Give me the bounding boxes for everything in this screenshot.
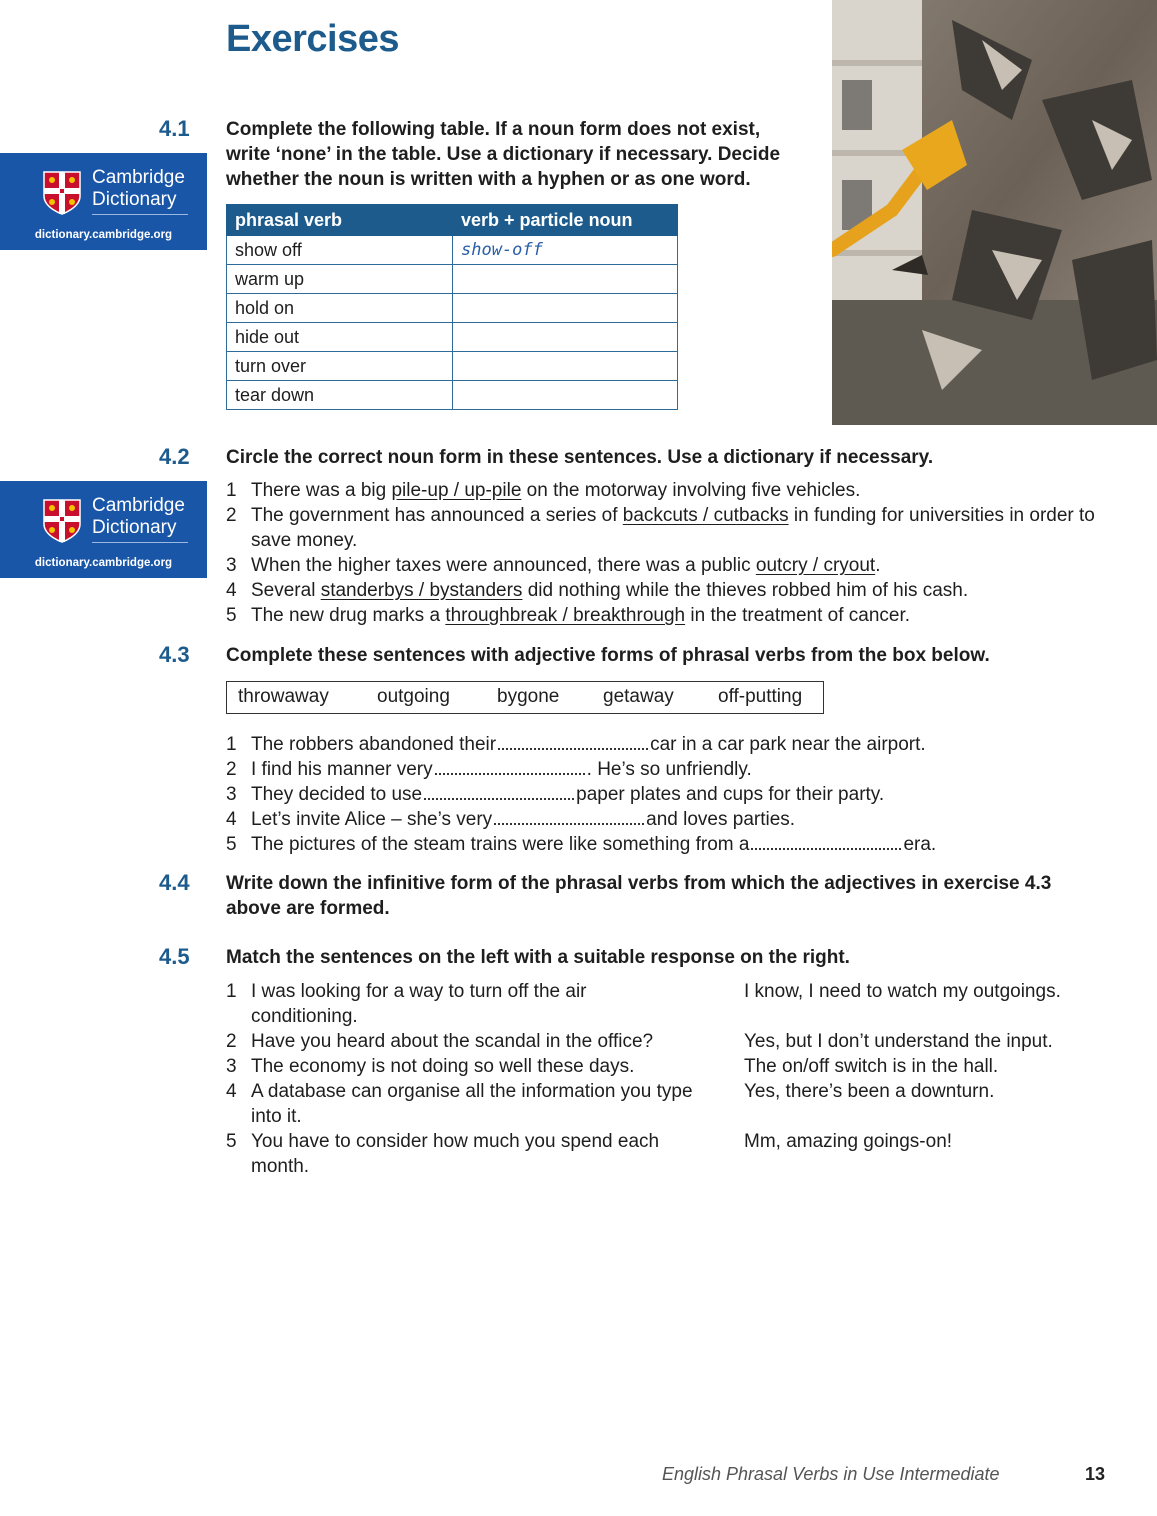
match-right-column: [744, 979, 1144, 1154]
table-header-noun: verb + particle noun: [453, 205, 678, 236]
badge-url: dictionary.cambridge.org: [34, 229, 173, 241]
response-item[interactable]: Mm, amazing goings-on!: [744, 1131, 953, 1152]
list-item[interactable]: 1 I was looking for a way to turn off the air conditioning.: [226, 981, 587, 1027]
table-header-phrasal-verb: phrasal verb: [227, 205, 453, 236]
list-item: 5 The new drug marks a throughbreak / breakthrough in the treatment of cancer.: [226, 605, 911, 626]
exercise-instruction-4-3: Complete these sentences with adjective forms of phrasal verbs from the box below.: [226, 645, 990, 666]
table-cell-answer[interactable]: [453, 265, 678, 294]
list-item[interactable]: 5 You have to consider how much you spend each month.: [226, 1131, 660, 1177]
table-cell-answer[interactable]: [453, 381, 678, 410]
word-box-item: off-putting: [718, 686, 803, 707]
word-box-item: throwaway: [238, 686, 329, 707]
exercise-number-4-1: 4.1: [159, 116, 190, 141]
exercise-number-4-5: 4.5: [159, 944, 190, 969]
table-cell-verb: tear down: [227, 381, 453, 410]
cambridge-dictionary-badge[interactable]: [0, 153, 207, 250]
list-item[interactable]: 4 A database can organise all the information you type into it.: [226, 1081, 693, 1127]
table-row: [227, 352, 678, 381]
list-item: 2 The government has announced a series of backcuts / cutbacks in funding for universities in order to save money.: [226, 505, 1095, 551]
table-cell-verb: show off: [227, 236, 453, 265]
badge-name: Cambridge Dictionary: [92, 167, 185, 210]
badge-url: dictionary.cambridge.org: [34, 557, 173, 569]
answer-choice[interactable]: pile-up / up-pile: [391, 480, 522, 501]
response-item[interactable]: The on/off switch is in the hall.: [744, 1056, 999, 1077]
answer-blank[interactable]: [494, 809, 644, 825]
cambridge-crest-icon: [42, 170, 82, 216]
demolition-photo: [832, 0, 1157, 425]
badge-divider: [92, 542, 188, 543]
table-row: [227, 236, 678, 265]
badge-name: Cambridge Dictionary: [92, 495, 185, 538]
answer-blank[interactable]: [435, 759, 585, 775]
answer-choice[interactable]: outcry / cryout: [755, 555, 876, 576]
list-item: 4 Let’s invite Alice – she’s very and loves parties.: [226, 809, 796, 830]
answer-choice[interactable]: standerbys / bystanders: [320, 580, 523, 601]
word-box-item: getaway: [603, 686, 674, 707]
word-box: [226, 681, 824, 714]
exercise-number-4-3: 4.3: [159, 642, 190, 667]
table-cell-answer[interactable]: [453, 294, 678, 323]
exercise-number-4-2: 4.2: [159, 444, 190, 469]
answer-blank[interactable]: [498, 734, 648, 750]
list-item[interactable]: 3 The economy is not doing so well these days.: [226, 1056, 635, 1077]
table-cell-verb: hold on: [227, 294, 453, 323]
table-cell-answer[interactable]: [453, 323, 678, 352]
response-item[interactable]: I know, I need to watch my outgoings.: [744, 981, 1061, 1002]
phrasal-verb-table: [226, 204, 678, 410]
exercise-4-2-list: [226, 478, 1116, 628]
table-cell-verb: hide out: [227, 323, 453, 352]
word-box-item: outgoing: [377, 686, 450, 707]
table-cell-verb: warm up: [227, 265, 453, 294]
table-cell-answer[interactable]: [453, 352, 678, 381]
exercise-number-4-4: 4.4: [159, 870, 190, 895]
response-item[interactable]: Yes, but I don’t understand the input.: [744, 1031, 1053, 1052]
answer-choice[interactable]: throughbreak / breakthrough: [445, 605, 686, 626]
cambridge-dictionary-badge[interactable]: [0, 481, 207, 578]
exercise-instruction-4-4: Write down the infinitive form of the phrasal verbs from which the adjectives in exercise 4.3 above are formed.: [226, 873, 1052, 919]
list-item[interactable]: 2 Have you heard about the scandal in the office?: [226, 1031, 654, 1052]
table-row: [227, 294, 678, 323]
table-row: [227, 323, 678, 352]
page-title: Exercises: [226, 18, 399, 60]
table-row: [227, 381, 678, 410]
response-item[interactable]: Yes, there’s been a downturn.: [744, 1081, 995, 1102]
exercise-instruction-4-5: Match the sentences on the left with a suitable response on the right.: [226, 947, 850, 968]
table-row: [227, 265, 678, 294]
list-item: 3 When the higher taxes were announced, there was a public outcry / cryout.: [226, 555, 881, 576]
list-item: 2 I find his manner very . He’s so unfriendly.: [226, 759, 752, 780]
answer-blank[interactable]: [751, 834, 901, 850]
list-item: 3 They decided to use paper plates and cups for their party.: [226, 784, 885, 805]
answer-blank[interactable]: [424, 784, 574, 800]
word-box-item: bygone: [497, 686, 560, 707]
exercise-instruction-4-2: Circle the correct noun form in these sentences. Use a dictionary if necessary.: [226, 447, 934, 468]
table-cell-verb: turn over: [227, 352, 453, 381]
page-number: 13: [1085, 1464, 1106, 1484]
book-title: English Phrasal Verbs in Use Intermediate: [662, 1464, 1000, 1484]
badge-divider: [92, 214, 188, 215]
list-item: 1 The robbers abandoned their car in a car park near the airport.: [226, 734, 926, 755]
list-item: 1 There was a big pile-up / up-pile on the motorway involving five vehicles.: [226, 480, 861, 501]
exercise-4-3-list: [226, 732, 1116, 857]
answer-choice[interactable]: backcuts / cutbacks: [622, 505, 789, 526]
match-left-column: [226, 979, 696, 1179]
table-cell-answer[interactable]: show-off: [453, 236, 678, 265]
cambridge-crest-icon: [42, 498, 82, 544]
list-item: 5 The pictures of the steam trains were like something from a era.: [226, 834, 937, 855]
list-item: 4 Several standerbys / bystanders did nothing while the thieves robbed him of his cash.: [226, 580, 969, 601]
exercise-instruction-4-1: Complete the following table. If a noun form does not exist, write ‘none’ in the table. Use a dictionary if necessary. Decide whether the noun is written with a hyphen or as one word.: [226, 119, 781, 190]
